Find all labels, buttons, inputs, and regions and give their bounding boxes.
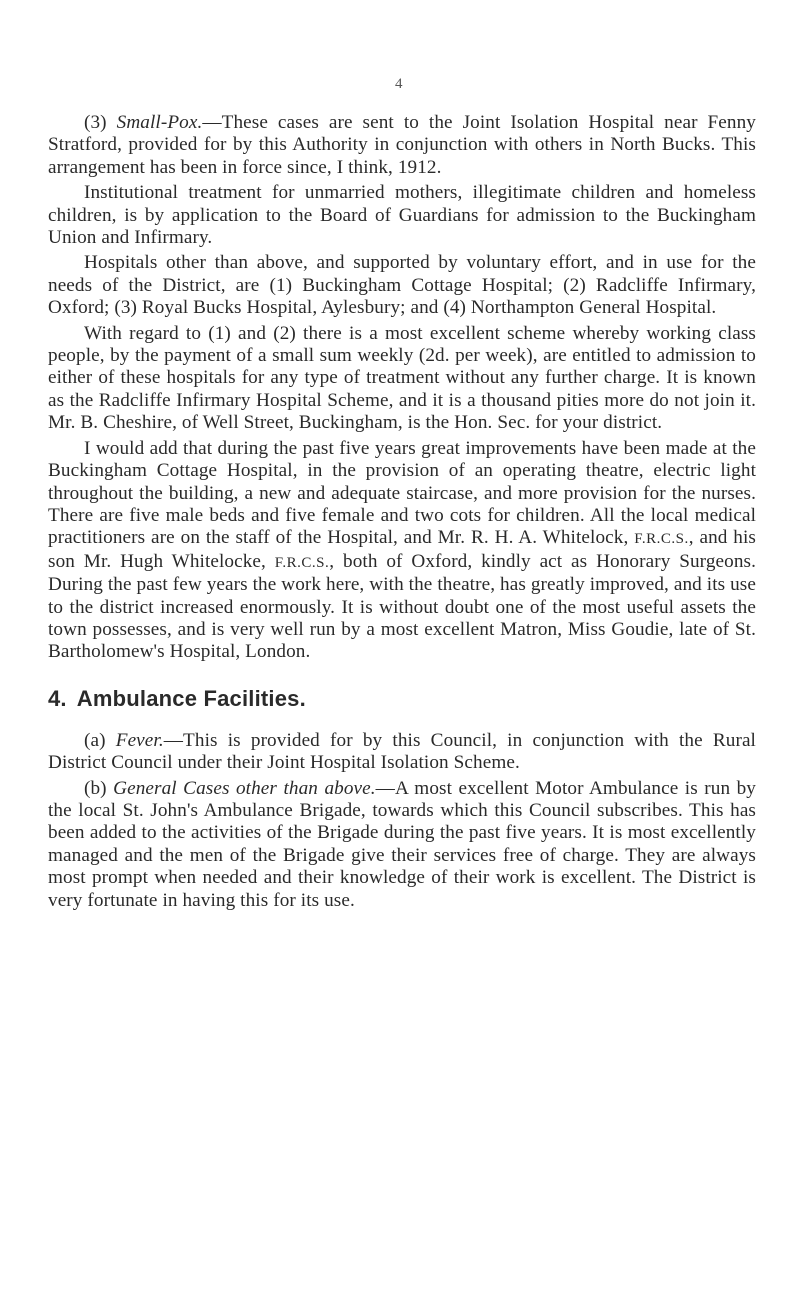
paragraph-text: I would add that during the past five years great improvements have been made at the Buckingham Cottage Hospital, in the provision of an operating theatre, electric light throughout the building, a new and adequate staircase, and more provision for the nurses. There are five male beds and five female and two cots for children. All the local medical practitioners are on the staff of the Hospital, and Mr. R. H. A. Whitelock, — [48, 437, 756, 549]
paragraph-small-pox — [48, 112, 756, 179]
document-body — [48, 112, 756, 912]
paragraph-fever — [48, 730, 756, 775]
qualification-abbrev: F.R.C.S. — [634, 531, 689, 548]
paragraph-text: —These cases are sent to the Joint Isolation Hospital near Fenny Stratford, provided for by this Authority in conjunction with others in North Bucks. This arrangement has been in force since, I think, 1912. — [48, 112, 756, 178]
paragraph-heading-italic: Small-Pox. — [116, 112, 203, 133]
paragraph-radcliffe-scheme: With regard to (1) and (2) there is a most excellent scheme whereby working class people, by the payment of a small sum weekly (2d. per week), are entitled to admission to either of these hospitals for any type of treatment without any further charge. It is known as the Radcliffe Infirmary Hospital Scheme, and it is a thousand pities more do not join it. Mr. B. Cheshire, of Well Street, Buckingham, is the Hon. Sec. for your district. — [48, 322, 756, 434]
paragraph-text: —A most excellent Motor Ambulance is run by the local St. John's Ambulance Brigade, towards which this Council subscribes. This has been added to the activities of the Brigade during the past five years. It is most excellently managed and the men of the Brigade give their services free of charge. They are always most prompt when needed and their knowledge of their work is excellent. The District is very fortunate in having this for its use. — [48, 777, 756, 911]
section-title: Ambulance Facilities. — [76, 685, 306, 711]
section-heading — [48, 686, 756, 712]
paragraph-voluntary-hospitals: Hospitals other than above, and supported by voluntary effort, and in use for the needs of the District, are (1) Buckingham Cottage Hospital; (2) Radcliffe Infirmary, Oxford; (3) Royal Bucks Hospital, Aylesbury; and (4) Northampton General Hospital. — [48, 252, 756, 319]
paragraph-heading-italic: General Cases other than above. — [113, 777, 376, 799]
paragraph-label: (b) — [84, 777, 114, 799]
paragraph-text: , and his son Mr. Hugh Whitelocke, — [48, 527, 757, 572]
paragraph-institutional-treatment: Institutional treatment for unmarried mothers, illegitimate children and homeless children, is by application to the Board of Guardians for admission to the Buckingham Union and Infirmary. — [48, 182, 756, 249]
paragraph-label: (a) — [84, 729, 116, 751]
paragraph-cottage-hospital-improvements — [48, 438, 756, 664]
qualification-abbrev: F.R.C.S. — [274, 554, 330, 571]
paragraph-text: , both of Oxford, kindly act as Honorary Surgeons. During the past few years the work here, with the theatre, has greatly improved, and its use to the district increased enormously. It is without doubt one of the most useful assets the town possesses, and is very well run by a most excellent Matron, Miss Goudie, late of St. Bartholomew's Hospital, London. — [48, 550, 756, 663]
paragraph-heading-italic: Fever. — [115, 729, 164, 751]
section-number: 4. — [48, 685, 67, 711]
paragraph-label: (3) — [84, 112, 117, 133]
paragraph-general-cases — [48, 778, 756, 912]
paragraph-text: —This is provided for by this Council, in conjunction with the Rural District Council under their Joint Hospital Isolation Scheme. — [48, 729, 756, 774]
page-number: 4 — [395, 76, 403, 92]
